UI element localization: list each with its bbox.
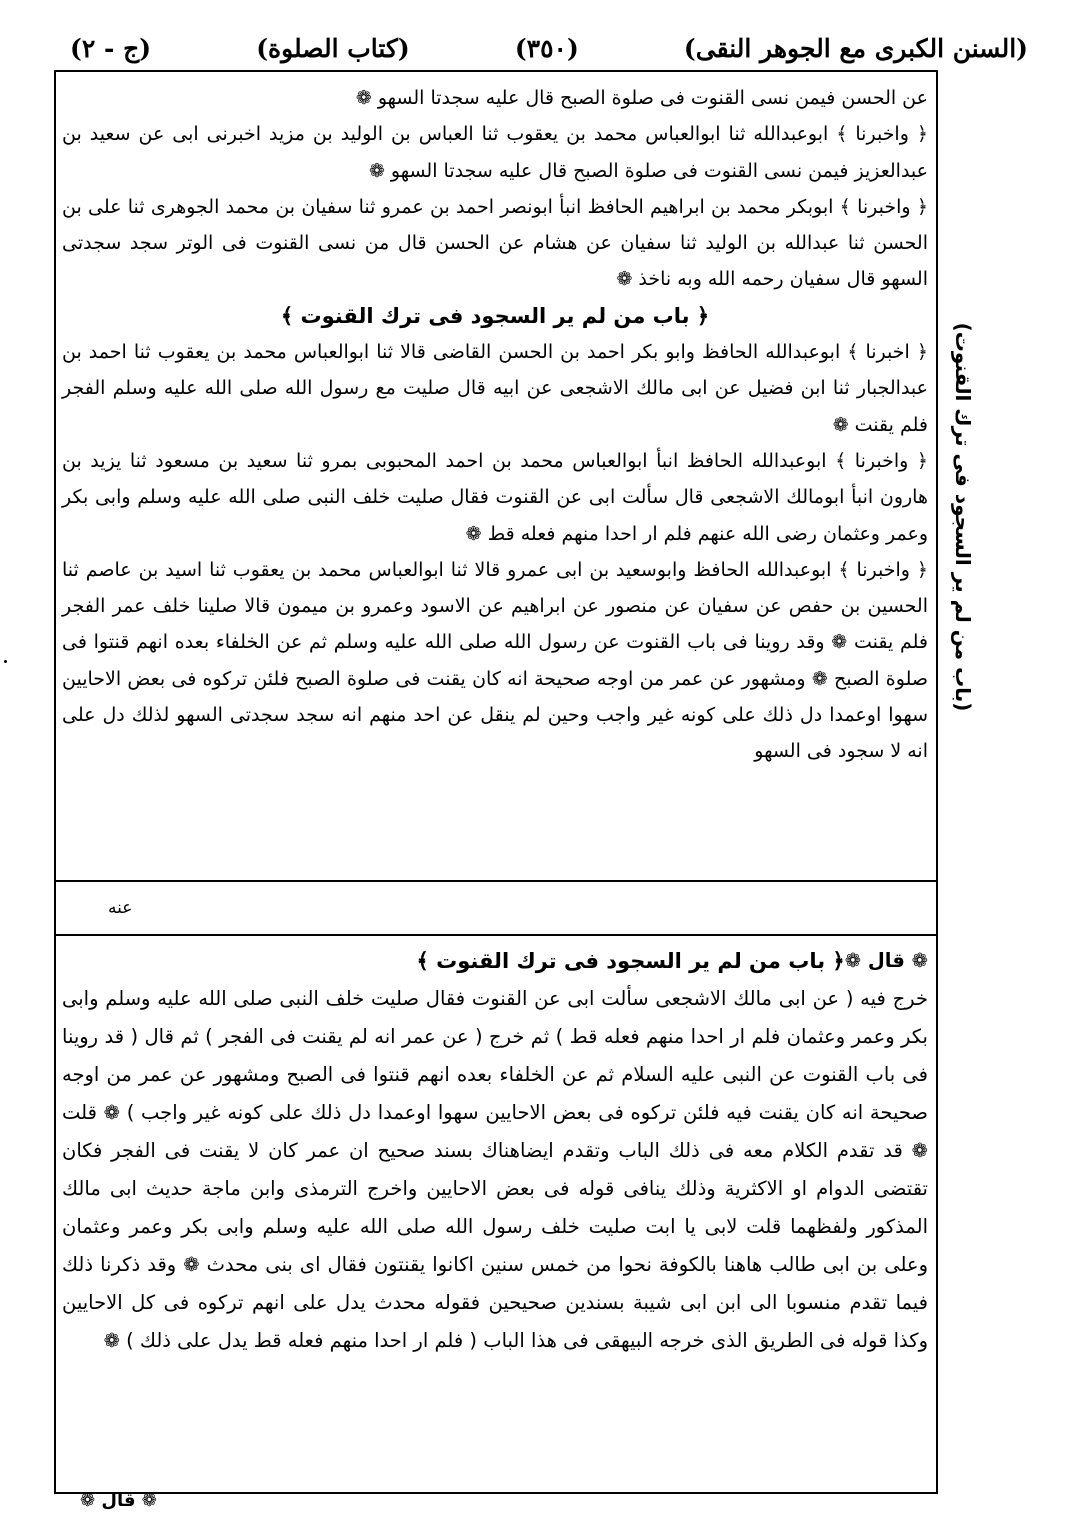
book-title: (كتاب الصلوة) (256, 33, 410, 63)
commentary-section-title: ﴿ باب من لم ير السجود فى ترك القنوت ﴾ (416, 949, 845, 973)
commentary-text (62, 942, 928, 1360)
main-paragraph: ﴿ واخبرنا ﴾ ابوعبدالله الحافظ وابوسعيد بن ابى عمرو قالا ثنا ابوالعباس محمد بن يعقوب ثنا اسيد بن عاصم ثنا الحسين بن حفص عن سفيان عن منصور عن ابراهيم عن الاسود وعمرو بن ميمون قالا صلينا خلف عمر الفجر فلم يقنت ❁ وقد روينا فى باب القنوت عن رسول الله صلى الله عليه وسلم ثم عن الخلفاء بعده انهم قنتوا فى صلوة الصبح ❁ ومشهور عن عمر من اوجه صحيحة انه كان يقنت فى صلوة الصبح فلئن تركوه فى بعض الاحايين سهوا اوعمدا دل ذلك على كونه غير واجب وحين لم ينقل عن احد منهم انه سجد سجدتى السهو لذلك دل على انه لا سجود فى السهو (62, 558, 928, 763)
main-paragraph: ﴿ اخبرنا ﴾ ابوعبدالله الحافظ وابو بكر احمد بن الحسن القاضى قالا ثنا ابوالعباس محمد بن يعقوب ثنا احمد بن عبدالجبار ثنا ابن فضيل عن ابى مالك الاشجعى عن ابيه قال صليت مع رسول الله صلى الله عليه وسلم الفجر فلم يقنت ❁ (62, 341, 928, 436)
main-paragraph: ﴿ واخبرنا ﴾ ابوعبدالله الحافظ انبأ ابوالعباس محمد بن احمد المحبوبى بمرو ثنا سعيد بن مسعود ثنا يزيد بن هارون انبأ ابومالك الاشجعى قال سألت ابى عن القنوت فقال صليت خلف النبى صلى الله عليه وسلم وابى بكر وعمر وعثمان رضى الله عنهم فلم ار احدا منهم فعله قط ❁ (62, 449, 928, 545)
page-header (70, 28, 1028, 68)
bottom-carry-word: ❁ قال ❁ (80, 1490, 157, 1511)
section-title: ﴿ باب من لم ير السجود فى ترك القنوت ﴾ (280, 303, 710, 328)
commentary-header (62, 942, 928, 980)
commentary-body: خرج فيه ( عن ابى مالك الاشجعى سألت ابى عن القنوت فقال صليت خلف النبى صلى الله عليه وسلم وابى بكر وعمر وعثمان فلم ار احدا منهم فعله قط ) ثم خرج ( عن عمر انه لم يقنت فى الفجر ) ثم قال ( قد روينا فى باب القنوت عن النبى عليه السلام ثم عن الخلفاء بعده انهم قنتوا فى الصبح ومشهور عن عمر من اوجه صحيحة انه كان يقنت فيه فلئن تركوه فى بعض الاحايين سهوا اوعمدا دل ذلك على كونه غير واجب ) ❁ قلت ❁ قد تقدم الكلام معه فى ذلك الباب وتقدم ايضاهناك بسند صحيح ان عمر كان لا يقنت فى الفجر فكان تقتضى الدوام او الاكثرية وذلك ينافى قوله فى بعض الاحايين واخرج الترمذى وابن ماجة حديث ابى مالك المذكور ولفظهما قلت لابى يا ابت صليت خلف رسول الله صلى الله عليه وسلم وابى بكر وعمر وعثمان وعلى بن ابى طالب هاهنا بالكوفة نحوا من خمس سنين اكانوا يقنتون فقال اى بنى محدث ❁ وقد ذكرنا ذلك فيما تقدم منسوبا الى ابن ابى شيبة بسندين صحيحين فقوله محدث يدل على انهم تركوه فى كل الاحايين وكذا قوله فى الطريق الذى خرجه البيهقى فى هذا الباب ( فلم ار احدا منهم فعله قط يدل على ذلك ) ❁ (62, 987, 928, 1352)
main-paragraph: ﴿ واخبرنا ﴾ ابوعبدالله ثنا ابوالعباس محمد بن يعقوب ثنا العباس بن الوليد بن مزيد اخبرنى ابى عن سعيد بن عبدالعزيز فيمن نسى القنوت فى صلوة الصبح قال عليه سجدتا السهو ❁ (62, 123, 928, 182)
divider-top (54, 880, 938, 882)
divider-bottom (54, 934, 938, 936)
qala-marker: ❁ قال ❁ (844, 949, 928, 972)
page-number: (٣٥٠) (514, 33, 579, 63)
main-paragraph: عن الحسن فيمن نسى القنوت فى صلوة الصبح قال عليه سجدتا السهو ❁ (355, 87, 928, 109)
main-paragraph: ﴿ واخبرنا ﴾ ابوبكر محمد بن ابراهيم الحافظ انبأ ابونصر احمد بن عمرو ثنا سفيان بن محمد الجوهرى ثنا على بن الحسن ثنا عبدالله بن الوليد ثنا سفيان عن هشام عن الحسن قال من نسى القنوت فى الوتر سجد سجدتى السهو قال سفيان رحمه الله وبه ناخذ ❁ (62, 195, 928, 291)
margin-title (942, 322, 984, 712)
running-title: (السنن الكبرى مع الجوهر النقى) (683, 33, 1028, 63)
margin-title-text: (باب من لم ير السجود فى ترك القنوت) (951, 322, 975, 712)
carry-word: عنه (108, 898, 133, 918)
scan-mark (4, 660, 7, 663)
main-text (62, 80, 928, 770)
volume-number: (ج - ٢) (70, 33, 152, 63)
